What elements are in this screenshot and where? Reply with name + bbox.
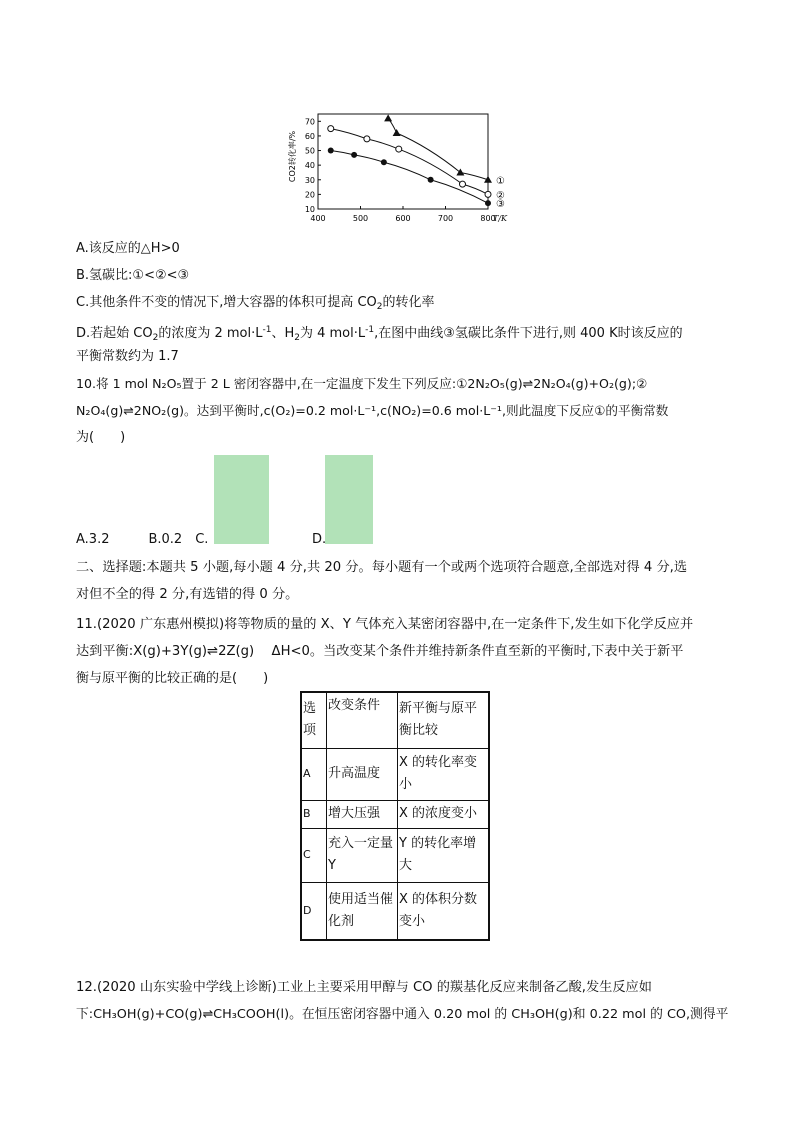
- data-point: [485, 191, 491, 197]
- q9-option-d: D.若起始 $CO_2$的浓度为 2 $mol\cdot L^{-1}$、$H_2$为 4 $mol\cdot L^{-1}$,在图中曲线③氢碳比条件下进行,则 400 K时该反应的: [76, 325, 683, 343]
- q12-text-line1: 12.(2020 山东实验中学线上诊断)工业上主要采用甲醇与 CO 的羰基化反应来制备乙酸,发生反应如: [76, 980, 652, 995]
- table-cell: 充入一定量 Y: [327, 828, 398, 882]
- answer-option-c-image: [214, 455, 269, 544]
- q11-options-table: [300, 691, 490, 941]
- table-header-cell: 改变条件: [327, 692, 398, 748]
- y-tick-label: 60: [304, 131, 315, 141]
- data-point: [456, 168, 464, 175]
- y-axis-label: CO2转化率/%: [288, 130, 297, 183]
- x-tick-label: 800: [480, 214, 496, 223]
- y-tick-label: 50: [304, 146, 315, 156]
- section2-title-line1: 二、选择题:本题共 5 小题,每小题 4 分,共 20 分。每小题有一个或两个选项符合题意,全部选对得 4 分,选: [76, 560, 688, 575]
- data-point: [460, 181, 466, 187]
- y-tick-label: 20: [304, 190, 315, 200]
- data-point: [381, 159, 387, 165]
- y-tick-label: 30: [304, 175, 315, 185]
- q10-options: A.3.2 B.0.2 C.: [76, 532, 209, 547]
- series-label: ③: [496, 199, 505, 211]
- table-row: [301, 882, 489, 940]
- q9-option-c: C.其他条件不变的情况下,增大容器的体积可提高 $CO_2$的转化率: [76, 295, 435, 312]
- data-point: [364, 136, 370, 142]
- answer-option-d-image: [325, 455, 373, 544]
- q10-text-line2: N₂O₄(g)⇌2NO₂(g)。达到平衡时,c(O₂)=0.2 mol·L⁻¹,c(NO₂)=0.6 mol·L⁻¹,则此温度下反应①的平衡常数: [76, 403, 669, 418]
- table-header-cell: 选项: [301, 692, 327, 748]
- table-row: [301, 800, 489, 828]
- x-tick-label: 600: [395, 214, 411, 223]
- co2-conversion-chart: [283, 106, 513, 236]
- q10-text-line1: 10.将 1 mol N₂O₅置于 2 L 密闭容器中,在一定温度下发生下列反应:①2N₂O₅(g)⇌2N₂O₄(g)+O₂(g);②: [76, 376, 648, 391]
- data-point: [351, 152, 357, 158]
- y-tick-label: 70: [304, 117, 315, 127]
- y-tick-label: 10: [304, 205, 315, 214]
- series-label: ②: [496, 190, 505, 202]
- table-cell: 使用适当催化剂: [327, 882, 398, 940]
- x-axis-label: T/K: [492, 214, 508, 223]
- plot-frame: [318, 114, 488, 209]
- data-point: [485, 200, 491, 206]
- series-line: [388, 118, 488, 179]
- table-cell: X 的体积分数变小: [398, 882, 490, 940]
- series-label: ①: [496, 175, 505, 187]
- table-cell: X 的转化率变小: [398, 748, 490, 800]
- q9-option-b: B.氢碳比:①<②<③: [76, 268, 190, 283]
- q10-option-d: D.: [312, 532, 327, 547]
- q12-text-line2: 下:CH₃OH(g)+CO(g)⇌CH₃COOH(l)。在恒压密闭容器中通入 0.20 mol 的 CH₃OH(g)和 0.22 mol 的 CO,测得平: [76, 1007, 729, 1022]
- table-row: [301, 748, 489, 800]
- data-point: [384, 114, 392, 121]
- q11-text-line3: 衡与原平衡的比较正确的是( ): [76, 671, 269, 686]
- data-point: [328, 126, 334, 132]
- q9-option-d-cont: 平衡常数约为 1.7: [76, 349, 179, 364]
- data-point: [428, 177, 434, 183]
- y-tick-label: 40: [304, 161, 315, 171]
- table-header-cell: 新平衡与原平衡比较: [398, 692, 490, 748]
- table-header-row: [301, 692, 489, 748]
- data-point: [393, 129, 401, 136]
- table-cell: Y 的转化率增大: [398, 828, 490, 882]
- table-cell: B: [301, 800, 327, 828]
- table-row: [301, 828, 489, 882]
- q9-option-a: A.该反应的△H>0: [76, 241, 180, 256]
- q10-text-line3: 为( ): [76, 430, 126, 445]
- q11-text-line2: 达到平衡:X(g)+3Y(g)⇌2Z(g) ΔH<0。当改变某个条件并维持新条件直至新的平衡时,下表中关于新平: [76, 644, 684, 659]
- table-cell: D: [301, 882, 327, 940]
- x-tick-label: 400: [310, 214, 326, 223]
- table-cell: 增大压强: [327, 800, 398, 828]
- table-cell: 升高温度: [327, 748, 398, 800]
- table-cell: A: [301, 748, 327, 800]
- data-point: [396, 146, 402, 152]
- table-cell: C: [301, 828, 327, 882]
- section2-title-line2: 对但不全的得 2 分,有选错的得 0 分。: [76, 587, 299, 602]
- x-tick-label: 500: [352, 214, 369, 223]
- x-tick-label: 700: [437, 214, 454, 223]
- data-point: [328, 148, 334, 154]
- table-cell: X 的浓度变小: [398, 800, 490, 828]
- series-line: [331, 151, 488, 204]
- q11-text-line1: 11.(2020 广东惠州模拟)将等物质的量的 X、Y 气体充入某密闭容器中,在一定条件下,发生如下化学反应并: [76, 617, 694, 632]
